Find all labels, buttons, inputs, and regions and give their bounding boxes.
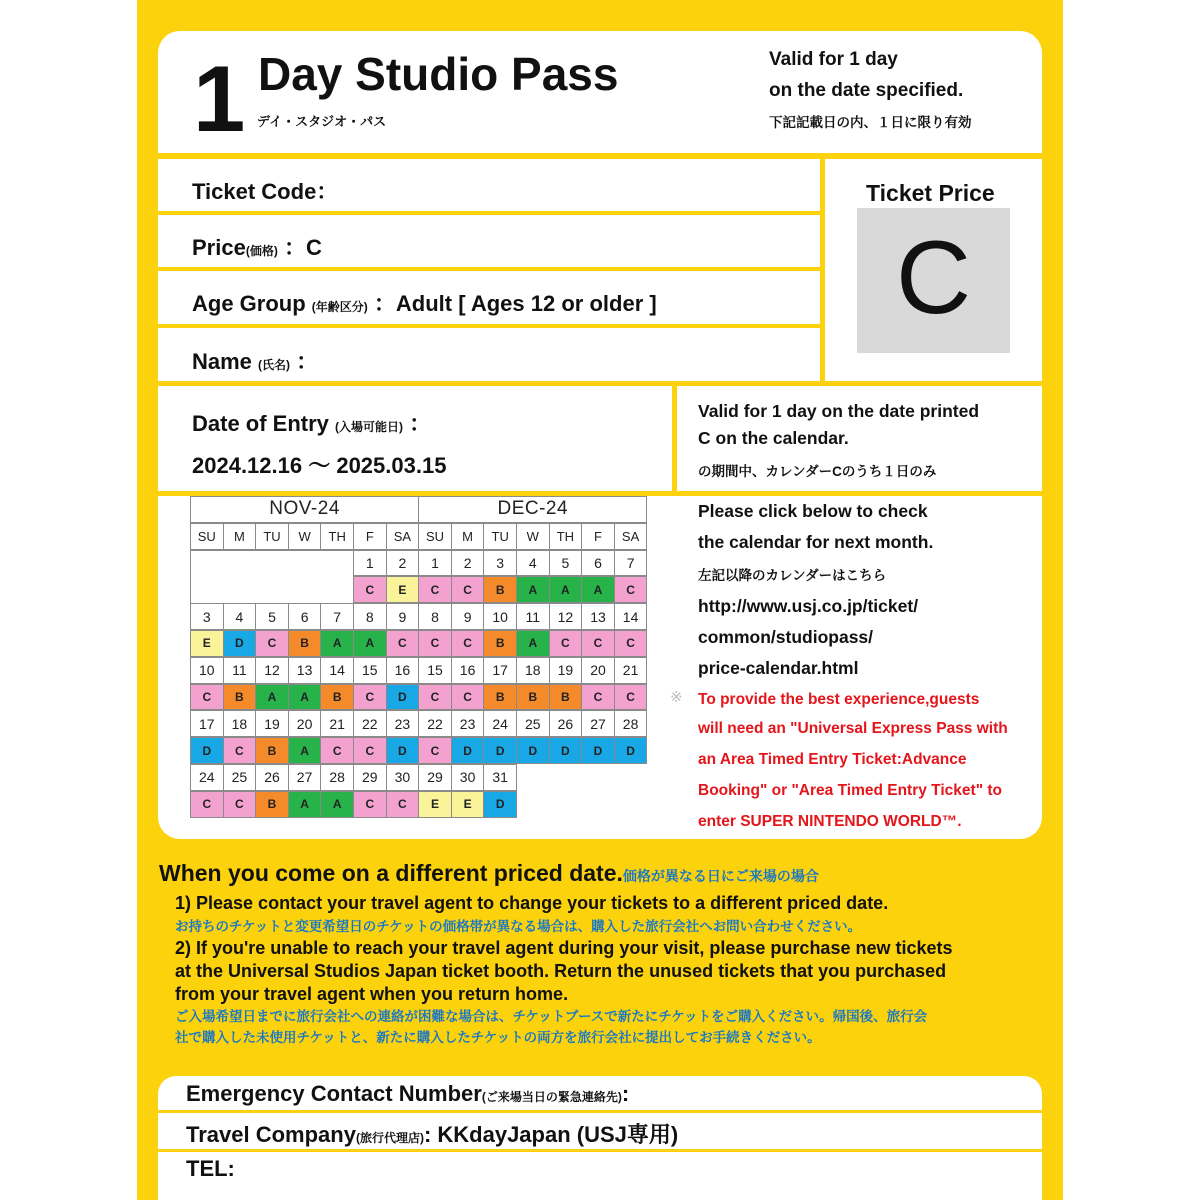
calendar-date: 26 (549, 710, 583, 737)
calendar-date: 29 (353, 764, 387, 791)
nintendo-note-line-2: will need an "Universal Express Pass with (698, 720, 1008, 737)
calendar-date: 10 (190, 657, 224, 684)
calendar-date: 2 (386, 550, 420, 577)
calendar-weekday: SA (386, 523, 420, 550)
calendar-weekday: SU (418, 523, 452, 550)
calendar-price-code: B (255, 791, 289, 818)
calendar-date: 22 (353, 710, 387, 737)
calendar-price-code: D (386, 684, 420, 711)
entry-note-jp: の期間中、カレンダーCのうち１日のみ (698, 464, 937, 479)
calendar-price-code: B (483, 576, 517, 603)
calendar-price-code: B (549, 684, 583, 711)
calendar-price-code: D (581, 737, 615, 764)
emergency-label: Emergency Contact Number (186, 1081, 482, 1106)
calendar-date: 26 (255, 764, 289, 791)
age-value: ：Adult [ Ages 12 or older ] (373, 291, 657, 316)
ticket-price-label: Ticket Price (866, 180, 995, 206)
calendar-note-line-2: the calendar for next month. (698, 532, 934, 552)
calendar-date: 1 (418, 550, 452, 577)
calendar-date: 25 (223, 764, 257, 791)
calendar-price-code: A (255, 684, 289, 711)
name-value: ： (296, 349, 319, 374)
nintendo-note-line-3: an Area Timed Entry Ticket:Advance (698, 751, 967, 768)
calendar-date: 21 (320, 710, 354, 737)
calendar-month-header: DEC-24 (418, 496, 647, 523)
calendar-weekday: F (353, 523, 387, 550)
calendar-price-code: D (483, 791, 517, 818)
calendar-date: 11 (223, 657, 257, 684)
pass-number: 1 (193, 46, 246, 151)
calendar-price-code: C (418, 737, 452, 764)
calendar-date: 21 (614, 657, 648, 684)
calendar-price-code: C (353, 576, 387, 603)
calendar-price-code: E (418, 791, 452, 818)
entry-colon: ： (409, 411, 432, 436)
calendar-weekday: TU (255, 523, 289, 550)
calendar-date: 15 (353, 657, 387, 684)
calendar-price-code: E (451, 791, 485, 818)
calendar-blank-cells (190, 550, 354, 605)
calendar-price-code: E (190, 630, 224, 657)
instruction-1-en: 1) Please contact your travel agent to change your tickets to a different priced date. (175, 893, 889, 913)
calendar-date: 14 (614, 603, 648, 630)
ticket-price-box (857, 208, 1010, 353)
calendar-note-line-1: Please click below to check (698, 501, 928, 521)
calendar-date: 25 (516, 710, 550, 737)
calendar-price-code: C (614, 576, 648, 603)
divider (158, 153, 1042, 159)
travel-company-label: Travel Company (186, 1122, 356, 1147)
calendar-date: 5 (255, 603, 289, 630)
calendar-url-line-2[interactable]: common/studiopass/ (698, 627, 874, 647)
age-field (192, 287, 657, 318)
calendar-weekday: F (581, 523, 615, 550)
entry-field (192, 407, 431, 438)
calendar-date: 30 (451, 764, 485, 791)
calendar-price-code: C (190, 684, 224, 711)
calendar-weekday: W (516, 523, 550, 550)
calendar-date: 29 (418, 764, 452, 791)
calendar-weekday: TH (549, 523, 583, 550)
calendar-date: 24 (190, 764, 224, 791)
calendar-date: 20 (288, 710, 322, 737)
calendar-weekday: W (288, 523, 322, 550)
calendar-price-code: D (516, 737, 550, 764)
calendar-weekday: M (451, 523, 485, 550)
divider (158, 267, 824, 271)
calendar-price-code: A (288, 791, 322, 818)
calendar-price-code: A (516, 576, 550, 603)
calendar-date: 20 (581, 657, 615, 684)
calendar-weekday: SA (614, 523, 648, 550)
name-label-jp: (氏名) (258, 358, 291, 372)
entry-note-line-2: C on the calendar. (698, 428, 849, 448)
calendar-price-code: C (320, 737, 354, 764)
calendar-price-code: A (353, 630, 387, 657)
pass-title: Day Studio Pass (258, 48, 619, 100)
calendar-date: 18 (516, 657, 550, 684)
price-label: Price (192, 235, 246, 260)
instruction-2-jp-2: 社で購入した未使用チケットと、新たに購入したチケットの両方を旅行会社に提出してお手続きください。 (175, 1030, 821, 1045)
calendar-date: 9 (386, 603, 420, 630)
price-field (192, 231, 322, 262)
calendar-date: 12 (549, 603, 583, 630)
calendar-date: 19 (549, 657, 583, 684)
asterisk-mark: ※ (670, 689, 683, 706)
entry-note-line-1: Valid for 1 day on the date printed (698, 401, 980, 421)
calendar-date: 18 (223, 710, 257, 737)
calendar-price-code: C (223, 791, 257, 818)
calendar-date: 6 (581, 550, 615, 577)
calendar-price-code: C (386, 630, 420, 657)
calendar-price-code: C (581, 630, 615, 657)
calendar-date: 7 (320, 603, 354, 630)
different-price-heading (159, 860, 819, 887)
calendar-price-code: D (451, 737, 485, 764)
calendar-date: 28 (320, 764, 354, 791)
calendar-weekday: SU (190, 523, 224, 550)
calendar-price-code: E (386, 576, 420, 603)
calendar-price-code: C (418, 576, 452, 603)
ticket-code-label: Ticket Code： (192, 179, 339, 204)
calendar-date: 17 (190, 710, 224, 737)
calendar-date: 9 (451, 603, 485, 630)
divider (672, 383, 677, 494)
entry-label-jp: (入場可能日) (335, 420, 404, 434)
calendar-price-code: D (483, 737, 517, 764)
divider (158, 381, 1042, 386)
price-calendar (190, 496, 650, 820)
instruction-2-jp-1: ご入場希望日までに旅行会社への連絡が困難な場合は、チケットブースで新たにチケットをご購入ください。帰国後、旅行会 (175, 1009, 928, 1024)
different-price-heading-jp: 価格が異なる日にご来場の場合 (622, 868, 819, 884)
divider (158, 1149, 1042, 1152)
calendar-price-code: B (288, 630, 322, 657)
age-label: Age Group (192, 291, 306, 316)
calendar-date: 23 (386, 710, 420, 737)
calendar-date: 23 (451, 710, 485, 737)
nintendo-note-line-1: To provide the best experience,guests (698, 691, 980, 708)
calendar-price-code: C (223, 737, 257, 764)
calendar-price-code: C (386, 791, 420, 818)
calendar-date: 8 (353, 603, 387, 630)
calendar-date: 15 (418, 657, 452, 684)
calendar-date: 6 (288, 603, 322, 630)
emergency-contact-row (186, 1081, 629, 1107)
instruction-2-en-2: at the Universal Studios Japan ticket booth. Return the unused tickets that you purchased (175, 961, 947, 981)
calendar-date: 10 (483, 603, 517, 630)
calendar-price-code: C (353, 684, 387, 711)
valid-line-2: on the date specified. (769, 80, 964, 101)
age-label-jp: (年齢区分) (311, 300, 368, 314)
calendar-price-code: C (418, 630, 452, 657)
contact-box (158, 1076, 1042, 1200)
travel-company-label-jp: (旅行代理店) (355, 1131, 424, 1145)
tel-label: TEL: (186, 1156, 235, 1181)
ticket-price-letter: C (895, 220, 972, 336)
valid-line-1: Valid for 1 day (769, 49, 898, 70)
calendar-weekday: TH (320, 523, 354, 550)
calendar-date: 22 (418, 710, 452, 737)
nintendo-note-line-4: Booking" or "Area Timed Entry Ticket" to (698, 782, 1002, 799)
nintendo-note-line-5: enter SUPER NINTENDO WORLD™. (698, 813, 962, 830)
emergency-colon: : (621, 1081, 630, 1106)
calendar-date: 31 (483, 764, 517, 791)
calendar-price-code: D (549, 737, 583, 764)
calendar-price-code: B (516, 684, 550, 711)
price-value: ：C (283, 235, 322, 260)
calendar-price-code: A (320, 630, 354, 657)
divider (158, 324, 824, 328)
calendar-price-code: C (190, 791, 224, 818)
calendar-price-code: B (483, 684, 517, 711)
calendar-date: 24 (483, 710, 517, 737)
calendar-price-code: C (255, 630, 289, 657)
calendar-date: 13 (581, 603, 615, 630)
calendar-date: 12 (255, 657, 289, 684)
calendar-date: 5 (549, 550, 583, 577)
calendar-price-code: C (353, 791, 387, 818)
calendar-price-code: B (483, 630, 517, 657)
calendar-price-code: A (581, 576, 615, 603)
calendar-date: 30 (386, 764, 420, 791)
calendar-price-code: C (581, 684, 615, 711)
calendar-price-code: B (223, 684, 257, 711)
pass-title-kana: デイ・スタジオ・パス (257, 114, 387, 129)
name-label: Name (192, 349, 252, 374)
calendar-date: 27 (288, 764, 322, 791)
name-field (192, 345, 318, 376)
calendar-price-code: C (451, 630, 485, 657)
price-label-jp: (価格) (245, 244, 278, 258)
calendar-price-code: C (353, 737, 387, 764)
calendar-price-code: C (418, 684, 452, 711)
calendar-date: 11 (516, 603, 550, 630)
calendar-url-line-3[interactable]: price-calendar.html (698, 658, 859, 678)
calendar-month-header: NOV-24 (190, 496, 419, 523)
calendar-date: 2 (451, 550, 485, 577)
calendar-date: 19 (255, 710, 289, 737)
calendar-date: 1 (353, 550, 387, 577)
different-price-heading-en: When you come on a different priced date. (159, 860, 623, 886)
instruction-2-en-3: from your travel agent when you return home. (175, 984, 569, 1004)
calendar-date: 4 (223, 603, 257, 630)
calendar-price-code: D (386, 737, 420, 764)
calendar-price-code: D (223, 630, 257, 657)
calendar-url-line-1[interactable]: http://www.usj.co.jp/ticket/ (698, 596, 919, 616)
emergency-label-jp: (ご来場当日の緊急連絡先) (481, 1090, 622, 1104)
calendar-price-code: A (516, 630, 550, 657)
calendar-date: 13 (288, 657, 322, 684)
calendar-price-code: C (549, 630, 583, 657)
calendar-price-code: C (451, 576, 485, 603)
calendar-price-code: C (614, 684, 648, 711)
calendar-price-code: C (451, 684, 485, 711)
calendar-date: 17 (483, 657, 517, 684)
calendar-price-code: D (190, 737, 224, 764)
calendar-price-code: A (320, 791, 354, 818)
calendar-price-code: C (614, 630, 648, 657)
calendar-note-jp: 左記以降のカレンダーはこちら (698, 568, 887, 583)
calendar-date: 16 (386, 657, 420, 684)
calendar-price-code: A (288, 737, 322, 764)
entry-range: 2024.12.16 ～ 2025.03.15 (192, 453, 447, 478)
calendar-price-code: B (320, 684, 354, 711)
valid-jp: 下記記載日の内、１日に限り有効 (769, 115, 972, 130)
divider (820, 156, 825, 384)
calendar-date: 4 (516, 550, 550, 577)
calendar-date: 7 (614, 550, 648, 577)
calendar-date: 16 (451, 657, 485, 684)
calendar-weekday: TU (483, 523, 517, 550)
entry-label: Date of Entry (192, 411, 329, 436)
instruction-1-jp: お持ちのチケットと変更希望日のチケットの価格帯が異なる場合は、購入した旅行会社へお問い合わせください。 (175, 919, 862, 934)
calendar-date: 3 (190, 603, 224, 630)
calendar-price-code: A (549, 576, 583, 603)
divider (158, 211, 824, 215)
calendar-date: 28 (614, 710, 648, 737)
calendar-price-code: D (614, 737, 648, 764)
calendar-price-code: B (255, 737, 289, 764)
calendar-date: 27 (581, 710, 615, 737)
travel-company-value: : KKdayJapan (USJ専用) (423, 1122, 679, 1147)
calendar-date: 3 (483, 550, 517, 577)
calendar-weekday: M (223, 523, 257, 550)
divider (158, 1110, 1042, 1113)
calendar-date: 8 (418, 603, 452, 630)
travel-company-row (186, 1118, 678, 1149)
calendar-price-code: A (288, 684, 322, 711)
calendar-date: 14 (320, 657, 354, 684)
instruction-2-en-1: 2) If you're unable to reach your travel agent during your visit, please purchase new tickets (175, 938, 953, 958)
